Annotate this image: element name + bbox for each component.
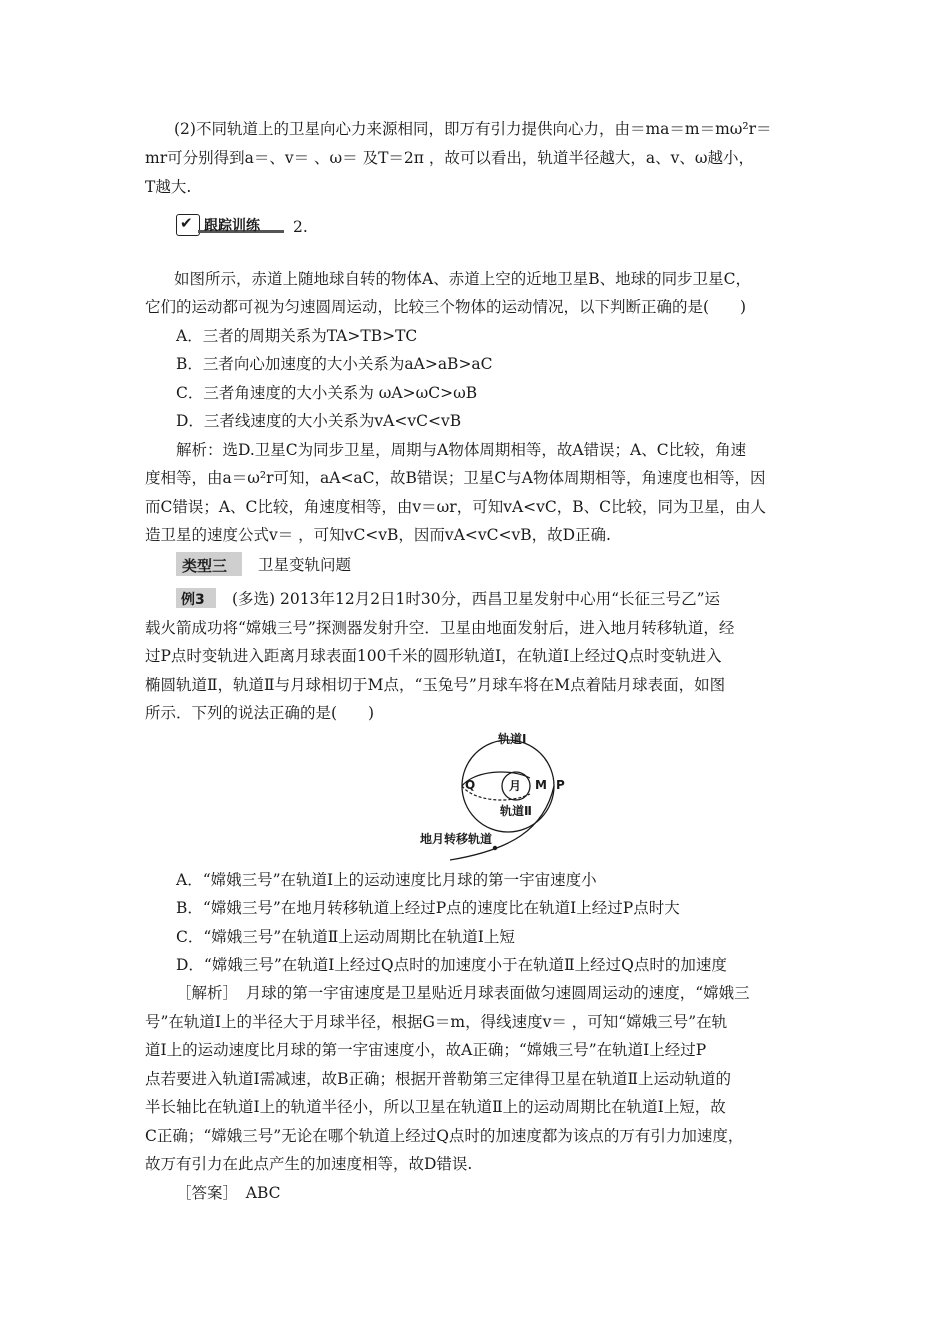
track-training-tag [176,214,284,234]
q2-analysis-line: 造卫星的速度公式v＝ ，可知vC<vB，因而vA<vC<vB，故D正确. [145,526,611,544]
ex3-stem-line: 椭圆轨道Ⅱ，轨道Ⅱ与月球相切于M点，“玉兔号”月球车将在M点着陆月球表面，如图 [145,676,726,694]
example-tag [176,588,216,608]
moon-label: 月 [509,779,522,793]
q2-stem-line: 它们的运动都可视为匀速圆周运动，比较三个物体的运动情况，以下判断正确的是( ) [145,298,747,316]
q2-analysis-line: 而C错误；A、C比较，角速度相等，由v＝ωr，可知vA<vC，B、C比较，同为卫星，由人 [145,498,767,516]
question-number: 2. [293,218,308,236]
q2-analysis-line: 解析：选D.卫星C为同步卫星，周期与A物体周期相等，故A错误；A、C比较，角速 [176,441,747,459]
ex3-option-b: B．“嫦娥三号”在地月转移轨道上经过P点的速度比在轨道Ⅰ上经过P点时大 [176,899,680,917]
ex3-analysis-line: 点若要进入轨道Ⅰ需减速，故B正确；根据开普勒第三定律得卫星在轨道Ⅱ上运动轨道的 [145,1070,732,1088]
type-three-tag-label: 类型三 [182,557,228,575]
ex3-analysis-line: 道Ⅰ上的运动速度比月球的第一宇宙速度小，故A正确；“嫦娥三号”在轨道Ⅰ上经过P [145,1041,707,1059]
example-tag-label: 例3 [181,592,205,608]
text-line: mr可分别得到a＝、v＝ 、ω＝ 及T＝2π ，故可以看出，轨道半径越大，a、v、ω越小， [145,149,755,167]
orbit-1-label: 轨道Ⅰ [498,732,527,746]
ex3-stem-line: 载火箭成功将“嫦娥三号”探测器发射升空．卫星由地面发射后，进入地月转移轨道，经 [145,619,735,637]
ex3-analysis-line: 故万有引力在此点产生的加速度相等，故D错误. [145,1155,473,1173]
transfer-orbit-dot [493,846,497,850]
transfer-orbit-label: 地月转移轨道 [420,832,493,846]
text-line: (2)不同轨道上的卫星向心力来源相同，即万有引力提供向心力，由＝ma＝m＝mω²r＝ [174,120,772,138]
point-p-label: P [556,778,565,792]
ex3-analysis-line: ［解析］ 月球的第一宇宙速度是卫星贴近月球表面做匀速圆周运动的速度，“嫦娥三 [176,984,750,1002]
ex3-answer: ［答案］ ABC [176,1184,281,1202]
track-training-label: 跟踪训练 [204,218,260,234]
q2-option-b: B．三者向心加速度的大小关系为aA>aB>aC [176,355,493,373]
checkmark-icon [176,214,200,236]
type-three-tag [176,552,242,576]
ex3-stem-line: 过P点时变轨进入距离月球表面100千米的圆形轨道Ⅰ，在轨道Ⅰ上经过Q点时变轨进入 [145,647,722,665]
ex3-analysis-line: 半长轴比在轨道Ⅰ上的轨道半径小，所以卫星在轨道Ⅱ上的运动周期比在轨道Ⅰ上短，故 [145,1098,726,1116]
q2-analysis-line: 度相等，由a＝ω²r可知，aA<aC，故B错误；卫星C与A物体周期相等，角速度也相等，因 [145,469,766,487]
orbit-diagram [420,726,580,866]
point-q-label: Q [465,778,476,792]
orbit-2-label: 轨道Ⅱ [500,804,532,818]
point-m-label: M [535,778,547,792]
ex3-option-d: D．“嫦娥三号”在轨道Ⅰ上经过Q点时的加速度小于在轨道Ⅱ上经过Q点时的加速度 [176,956,727,974]
ex3-analysis-line: 号”在轨道Ⅰ上的半径大于月球半径，根据G＝m，得线速度v＝ ，可知“嫦娥三号”在轨 [145,1013,728,1031]
q2-option-c: C．三者角速度的大小关系为 ωA>ωC>ωB [176,384,478,402]
section-title: 卫星变轨问题 [258,556,352,574]
q2-option-a: A．三者的周期关系为TA>TB>TC [176,327,418,345]
q2-stem-line: 如图所示，赤道上随地球自转的物体A、赤道上空的近地卫星B、地球的同步卫星C， [174,270,751,288]
transfer-orbit-path [450,786,554,860]
ex3-stem-line: (多选) 2013年12月2日1时30分，西昌卫星发射中心用“长征三号乙”运 [232,590,720,608]
ex3-option-a: A．“嫦娥三号”在轨道Ⅰ上的运动速度比月球的第一宇宙速度小 [176,871,597,889]
ex3-option-c: C．“嫦娥三号”在轨道Ⅱ上运动周期比在轨道Ⅰ上短 [176,928,515,946]
q2-option-d: D．三者线速度的大小关系为vA<vC<vB [176,412,462,430]
ex3-analysis-line: C正确；“嫦娥三号”无论在哪个轨道上经过Q点时的加速度都为该点的万有引力加速度， [145,1127,744,1145]
ex3-stem-line: 所示．下列的说法正确的是( ) [145,704,375,722]
text-line: T越大. [145,178,192,196]
